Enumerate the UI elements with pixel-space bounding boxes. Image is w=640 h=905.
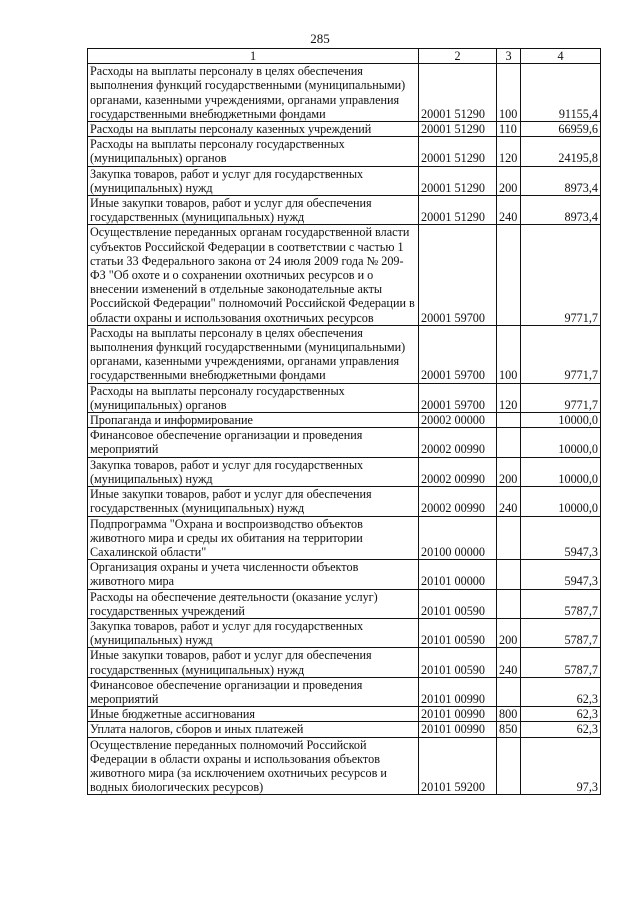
table-row — [88, 487, 601, 516]
row-code: 20001 59700 — [419, 325, 497, 383]
row-code: 20002 00990 — [419, 487, 497, 516]
row-code: 20101 00990 — [419, 707, 497, 722]
header-row — [88, 49, 601, 64]
row-amount: 9771,7 — [521, 225, 601, 325]
row-amount: 66959,6 — [521, 122, 601, 137]
column-header: 4 — [521, 49, 601, 64]
row-code: 20101 00590 — [419, 648, 497, 677]
table-row — [88, 516, 601, 560]
row-code: 20001 59700 — [419, 225, 497, 325]
row-code: 20001 59700 — [419, 383, 497, 412]
row-expense-type: 120 — [497, 137, 521, 166]
row-expense-type: 200 — [497, 166, 521, 195]
row-amount: 5787,7 — [521, 618, 601, 647]
row-description: Расходы на обеспечение деятельности (оказание услуг) государственных учреждений — [88, 589, 419, 618]
table-row — [88, 137, 601, 166]
row-amount: 10000,0 — [521, 413, 601, 428]
table-row — [88, 325, 601, 383]
column-header: 2 — [419, 49, 497, 64]
row-expense-type — [497, 428, 521, 457]
row-code: 20101 00590 — [419, 618, 497, 647]
row-code: 20101 00000 — [419, 560, 497, 589]
table-row — [88, 677, 601, 706]
row-amount: 24195,8 — [521, 137, 601, 166]
row-code: 20002 00990 — [419, 428, 497, 457]
row-description: Закупка товаров, работ и услуг для государственных (муниципальных) нужд — [88, 166, 419, 195]
row-amount: 10000,0 — [521, 487, 601, 516]
row-expense-type: 850 — [497, 722, 521, 737]
table-row — [88, 64, 601, 122]
table-row — [88, 428, 601, 457]
row-description: Расходы на выплаты персоналу государственных (муниципальных) органов — [88, 383, 419, 412]
row-expense-type: 110 — [497, 122, 521, 137]
row-code: 20001 51290 — [419, 64, 497, 122]
row-code: 20002 00990 — [419, 457, 497, 486]
table-row — [88, 225, 601, 325]
column-header: 1 — [88, 49, 419, 64]
row-description: Иные бюджетные ассигнования — [88, 707, 419, 722]
row-amount: 62,3 — [521, 677, 601, 706]
row-description: Закупка товаров, работ и услуг для государственных (муниципальных) нужд — [88, 457, 419, 486]
row-amount: 62,3 — [521, 722, 601, 737]
row-amount: 10000,0 — [521, 457, 601, 486]
row-code: 20001 51290 — [419, 122, 497, 137]
row-expense-type — [497, 413, 521, 428]
table-row — [88, 648, 601, 677]
row-amount: 8973,4 — [521, 196, 601, 225]
row-expense-type: 240 — [497, 648, 521, 677]
row-expense-type: 100 — [497, 64, 521, 122]
budget-table — [87, 48, 601, 795]
row-description: Уплата налогов, сборов и иных платежей — [88, 722, 419, 737]
row-description: Иные закупки товаров, работ и услуг для обеспечения государственных (муниципальных) нужд — [88, 487, 419, 516]
row-description: Пропаганда и информирование — [88, 413, 419, 428]
row-amount: 5787,7 — [521, 648, 601, 677]
row-description: Финансовое обеспечение организации и проведения мероприятий — [88, 677, 419, 706]
row-description: Осуществление переданных органам государственной власти субъектов Российской Федерации в соответствии с частью 1 статьи 33 Федерального закона от 24 июля 2009 года № 209-ФЗ "Об охоте и о сохранении охотничьих ресурсов и о внесении изменений в отдельные законодательные акты Российской Федерации" полномочий Российской Федерации в области охраны и использования охотничьих ресурсов — [88, 225, 419, 325]
row-description: Осуществление переданных полномочий Российской Федерации в области охраны и использования объектов животного мира (за исключением охотничьих ресурсов и водных биологических ресурсов) — [88, 737, 419, 795]
page-number: 285 — [310, 31, 330, 46]
row-expense-type — [497, 677, 521, 706]
table-row — [88, 166, 601, 195]
column-header: 3 — [497, 49, 521, 64]
row-amount: 5787,7 — [521, 589, 601, 618]
row-code: 20101 00590 — [419, 589, 497, 618]
row-expense-type: 240 — [497, 196, 521, 225]
row-description: Закупка товаров, работ и услуг для государственных (муниципальных) нужд — [88, 618, 419, 647]
table-row — [88, 618, 601, 647]
row-expense-type: 200 — [497, 618, 521, 647]
table-row — [88, 737, 601, 795]
row-description: Иные закупки товаров, работ и услуг для обеспечения государственных (муниципальных) нужд — [88, 648, 419, 677]
row-description: Организация охраны и учета численности объектов животного мира — [88, 560, 419, 589]
row-expense-type — [497, 589, 521, 618]
table-row — [88, 457, 601, 486]
row-amount: 91155,4 — [521, 64, 601, 122]
table-row — [88, 560, 601, 589]
row-code: 20101 00990 — [419, 722, 497, 737]
row-amount: 9771,7 — [521, 383, 601, 412]
table-row — [88, 413, 601, 428]
row-description: Расходы на выплаты персоналу казенных учреждений — [88, 122, 419, 137]
row-expense-type — [497, 225, 521, 325]
table-row — [88, 707, 601, 722]
row-code: 20002 00000 — [419, 413, 497, 428]
table-row — [88, 383, 601, 412]
row-expense-type: 100 — [497, 325, 521, 383]
table-row — [88, 722, 601, 737]
row-description: Расходы на выплаты персоналу в целях обеспечения выполнения функций государственными (муниципальными) органами, казенными учреждениями, органами управления государственными внебюджетными фондами — [88, 64, 419, 122]
table-row — [88, 589, 601, 618]
row-code: 20001 51290 — [419, 137, 497, 166]
row-description: Расходы на выплаты персоналу в целях обеспечения выполнения функций государственными (муниципальными) органами, казенными учреждениями, органами управления государственными внебюджетными фондами — [88, 325, 419, 383]
row-expense-type: 800 — [497, 707, 521, 722]
row-amount: 10000,0 — [521, 428, 601, 457]
row-code: 20101 00990 — [419, 677, 497, 706]
row-description: Подпрограмма "Охрана и воспроизводство объектов животного мира и среды их обитания на территории Сахалинской области" — [88, 516, 419, 560]
row-code: 20101 59200 — [419, 737, 497, 795]
row-description: Финансовое обеспечение организации и проведения мероприятий — [88, 428, 419, 457]
row-description: Расходы на выплаты персоналу государственных (муниципальных) органов — [88, 137, 419, 166]
row-expense-type: 240 — [497, 487, 521, 516]
row-expense-type — [497, 516, 521, 560]
row-code: 20100 00000 — [419, 516, 497, 560]
row-amount: 5947,3 — [521, 560, 601, 589]
row-expense-type: 200 — [497, 457, 521, 486]
row-amount: 62,3 — [521, 707, 601, 722]
row-expense-type — [497, 560, 521, 589]
table-row — [88, 196, 601, 225]
table-row — [88, 122, 601, 137]
row-amount: 8973,4 — [521, 166, 601, 195]
row-amount: 5947,3 — [521, 516, 601, 560]
row-amount: 9771,7 — [521, 325, 601, 383]
row-code: 20001 51290 — [419, 166, 497, 195]
row-expense-type: 120 — [497, 383, 521, 412]
row-code: 20001 51290 — [419, 196, 497, 225]
row-amount: 97,3 — [521, 737, 601, 795]
row-expense-type — [497, 737, 521, 795]
row-description: Иные закупки товаров, работ и услуг для обеспечения государственных (муниципальных) нужд — [88, 196, 419, 225]
